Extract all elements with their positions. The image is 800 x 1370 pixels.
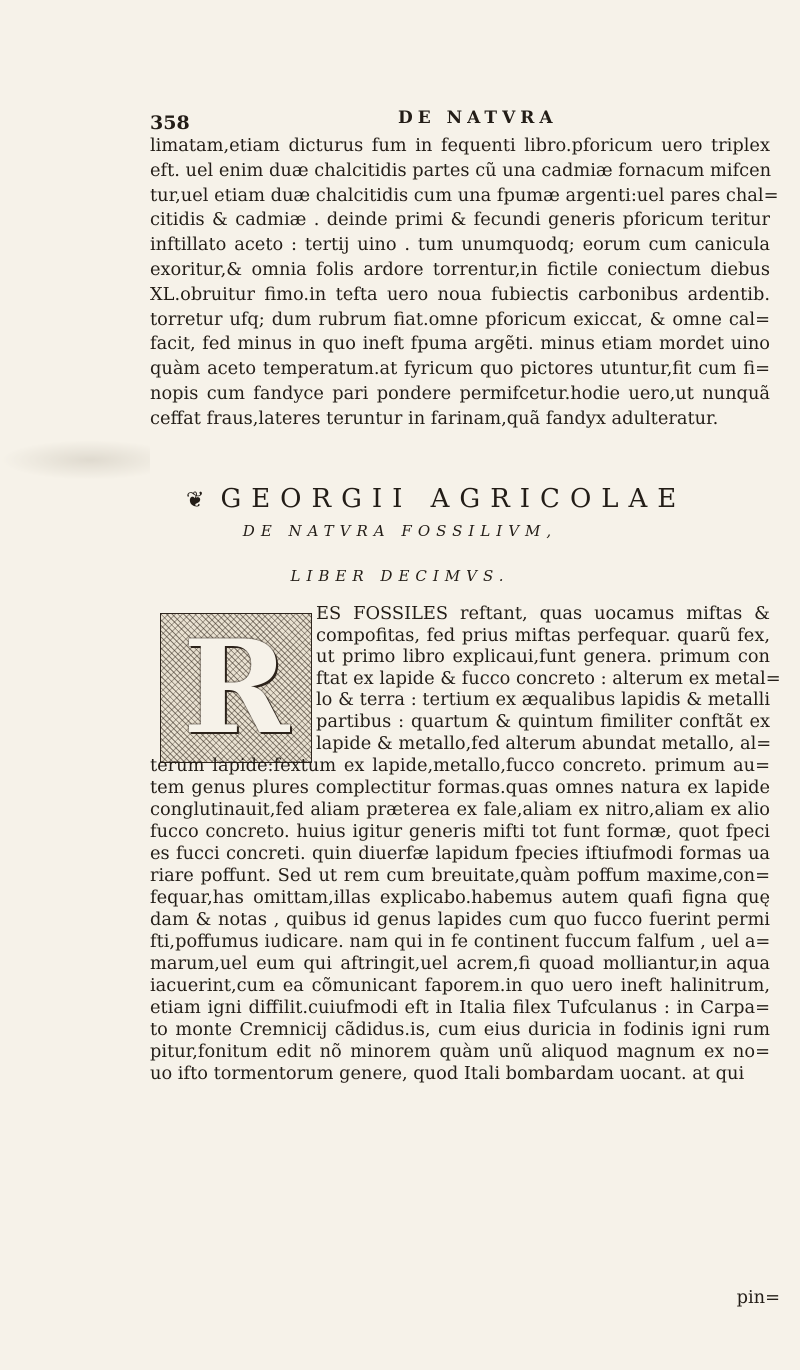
text-line: to monte Cremnicij cãdidus.is, cum eius duricia in fodinis igni rum	[150, 1019, 770, 1040]
text-line: citidis & cadmiæ . deinde primi & fecundi generis pforicum teritur	[150, 209, 770, 231]
text-line: eft. uel enim duæ chalcitidis partes cũ una cadmiæ fornacum mifcen	[150, 159, 772, 181]
text-line: lo & terra : tertium ex æqualibus lapidis & metalli	[316, 689, 770, 711]
running-head	[150, 108, 770, 136]
page-stain	[0, 440, 150, 480]
text-line: nopis cum fandyce pari pondere permifcetur.hodie uero,ut nunquã	[150, 383, 770, 404]
catchword: pin=	[736, 1287, 780, 1308]
text-line: partibus : quartum & quintum fimiliter conftãt ex	[316, 711, 770, 732]
text-line: iacuerint,cum ea cõmunicant faporem.in quo uero ineft halinitrum,	[150, 975, 770, 996]
text-line: facit, fed minus in quo ineft fpuma argẽti. minus etiam mordet uino	[150, 333, 770, 355]
text-line: fequar,has omittam,illas explicabo.habemus autem quafi figna quę	[150, 887, 770, 908]
text-line: inftillato aceto : tertij uino . tum unumquodq; eorum cum canicula	[150, 234, 770, 256]
text-line: terum lapide:fextum ex lapide,metallo,fucco concreto. primum au=	[150, 755, 770, 776]
work-title: DE NATVRA FOSSILIVM,	[242, 522, 558, 540]
author-name: GEORGII AGRICOLAE	[220, 484, 687, 514]
text-line: uo ifto tormentorum genere, quod Itali bombardam uocant. at qui	[150, 1063, 745, 1084]
page-number: 358	[150, 112, 190, 134]
text-line: marum,uel eum qui aftringit,uel acrem,fi quoad molliantur,in aqua	[150, 953, 770, 974]
text-line: ftat ex lapide & fucco concreto : alterum ex metal=	[316, 667, 781, 689]
text-line: riare poffunt. Sed ut rem cum breuitate,quàm poffum maxime,con=	[150, 865, 770, 886]
text-line: torretur ufq; dum rubrum fiat.omne pforicum exiccat, & omne cal=	[150, 308, 770, 330]
book-title-author	[186, 484, 776, 514]
text-line: lapide & metallo,fed alterum abundat metallo, al=	[316, 732, 772, 754]
text-line: conglutinauit,fed aliam præterea ex fale,aliam ex nitro,aliam ex alio	[150, 799, 770, 820]
text-line: quàm aceto temperatum.at fyricum quo pictores utuntur,fit cum fi=	[150, 358, 770, 380]
text-line: fucco concreto. huius igitur generis mifti tot funt formæ, quot fpeci	[150, 821, 770, 842]
text-line: tem genus plures complectitur formas.quas omnes natura ex lapide	[150, 777, 770, 798]
running-title: DE NATVRA	[398, 108, 558, 128]
text-line: exoritur,& omnia folis ardore torrentur,in fictile coniectum diebus	[150, 259, 770, 280]
text-line: pitur,fonitum edit nõ minorem quàm unũ aliquod magnum ex no=	[150, 1041, 770, 1062]
text-line: limatam,etiam dicturus fum in fequenti libro.pforicum uero triplex	[150, 135, 770, 156]
text-line: dam & notas , quibus id genus lapides cum quo fucco fuerint permi	[150, 909, 770, 930]
text-line: etiam igni diffilit.cuiufmodi eft in Italia filex Tufculanus : in Carpa=	[150, 997, 770, 1018]
text-line: tur,uel etiam duæ chalcitidis cum una fpumæ argenti:uel pares chal=	[150, 184, 779, 206]
text-line: XL.obruitur fimo.in tefta uero noua fubiectis carbonibus ardentib.	[150, 283, 770, 305]
book-number: LIBER DECIMVS.	[290, 567, 510, 585]
text-line: ut primo libro explicaui,funt genera. primum con	[316, 646, 770, 668]
text-line: ceffat fraus,lateres teruntur in farinam,quã fandyx adulteratur.	[150, 407, 719, 429]
decorated-initial	[160, 613, 312, 763]
text-line: compofitas, fed prius miftas perfequar. quarũ fex,	[316, 624, 770, 646]
text-line: ES FOSSILES reftant, quas uocamus miftas &	[316, 603, 770, 624]
initial-letter: R	[182, 613, 290, 763]
text-line: fti,poffumus iudicare. nam qui in fe continent fuccum falfum , uel a=	[150, 931, 771, 952]
text-line: es fucci concreti. quin diuerfæ lapidum fpecies iftiufmodi formas ua	[150, 843, 770, 864]
fleuron-icon: ❦	[186, 488, 205, 513]
